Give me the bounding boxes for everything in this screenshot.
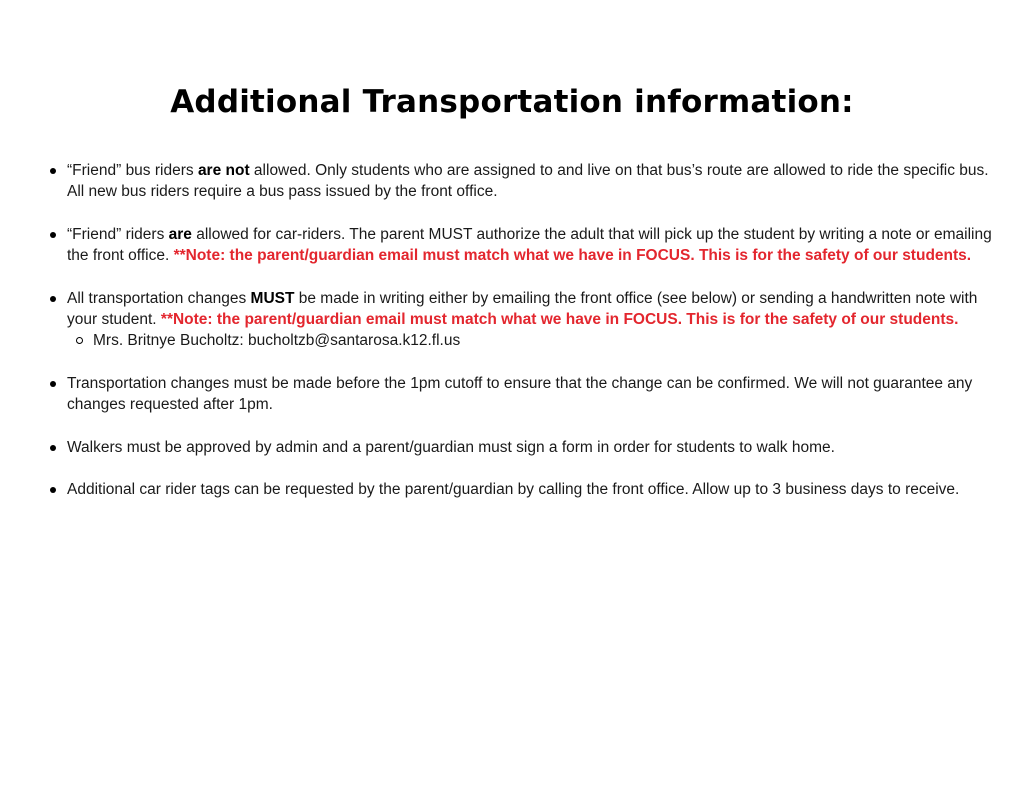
list-item-friend-bus-riders	[67, 160, 992, 203]
list-item-transportation-changes	[67, 288, 992, 352]
list-item-walkers: Walkers must be approved by admin and a parent/guardian must sign a form in order for students to walk home.	[67, 437, 992, 458]
emphasis-text: are	[168, 225, 192, 243]
transportation-info-list	[67, 160, 992, 522]
emphasis-text: MUST	[250, 289, 295, 307]
list-item-friend-car-riders	[67, 224, 992, 267]
emphasis-text: are not	[197, 162, 250, 179]
page-title: Additional Transportation information:	[170, 84, 854, 120]
list-item-cutoff: Transportation changes must be made before the 1pm cutoff to ensure that the change can be confirmed. We will not guarantee any changes requested after 1pm.	[67, 373, 992, 416]
item-text: be made in writing either by emailing the front office (see below) or sending a handwritten note with your student.	[67, 289, 978, 329]
contact-item: Mrs. Britnye Bucholtz: bucholtzb@santarosa.k12.fl.us	[93, 330, 992, 351]
item-text: allowed for car-riders. The parent MUST authorize the adult that will pick up the student by writing a note or emailing the front office.	[67, 225, 992, 265]
item-text: allowed. Only students who are assigned to and live on that bus’s route are allowed to ride the specific bus. All new bus riders require a bus pass issued by the front office.	[67, 162, 989, 201]
item-text: “Friend” riders	[67, 225, 169, 243]
contact-list	[67, 330, 992, 351]
safety-note: **Note: the parent/guardian email must match what we have in FOCUS. This is for the safety of our students.	[160, 311, 959, 329]
list-item-car-rider-tags: Additional car rider tags can be requested by the parent/guardian by calling the front office. Allow up to 3 business days to receive.	[67, 479, 992, 500]
item-text: “Friend” bus riders	[67, 162, 198, 179]
safety-note: **Note: the parent/guardian email must match what we have in FOCUS. This is for the safety of our students.	[173, 247, 972, 265]
item-text: All transportation changes	[67, 289, 251, 307]
